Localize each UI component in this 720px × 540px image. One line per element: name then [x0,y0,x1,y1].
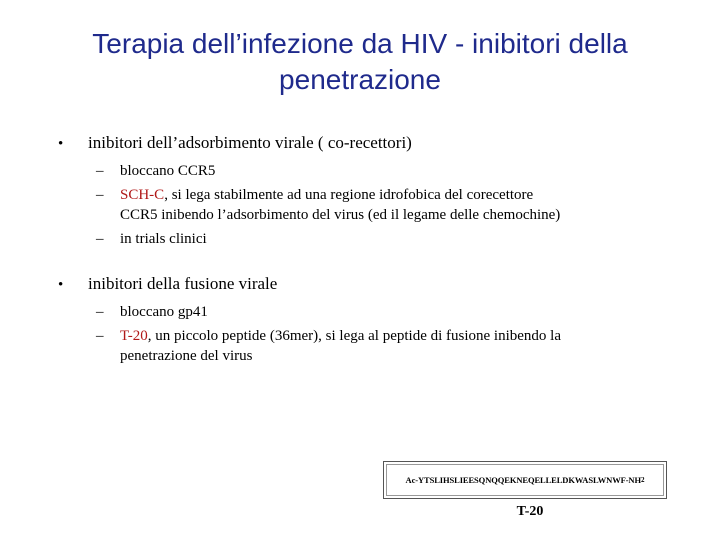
sub-item-text-continuation: CCR5 inibendo l’adsorbimento del virus (ed il legame delle chemochine) [120,207,561,223]
sub-list [58,161,698,249]
sub-item [96,161,698,181]
drug-name-highlight: T-20 [120,328,148,344]
dash-icon: – [96,187,104,203]
peptide-sequence-box [383,461,667,499]
sub-item-text: in trials clinici [120,231,207,247]
dash-icon: – [96,231,104,247]
bullet-heading: inibitori della fusione virale [88,274,278,293]
slide-title-line-2: penetrazione [279,64,441,95]
peptide-sequence-subscript: 2 [640,476,645,484]
section-fusion-inhibitors [58,273,698,366]
dash-icon: – [96,163,104,179]
dash-icon: – [96,304,104,320]
slide-title-line-1: Terapia dell’infezione da HIV - inibitori della [92,28,628,59]
sub-item-text-rest: , si lega stabilmente ad una regione idrofobica del corecettore [164,187,534,203]
sub-item-text [120,326,561,366]
peptide-sequence: Ac-YTSLIHSLIEESQNQQEKNEQELLELDKWASLWNWF-NH [405,475,641,485]
bullet-dot-icon: • [58,277,64,293]
slide-title [20,26,700,98]
sub-item [96,229,698,249]
dash-icon: – [96,328,104,344]
bullet-adsorption-inhibitors [58,132,698,155]
sub-item [96,302,698,322]
sub-item [96,185,698,225]
sub-item [96,326,698,366]
bullet-fusion-inhibitors [58,273,698,296]
sub-item-text [120,185,560,225]
slide-content [58,132,698,370]
peptide-label: T-20 [516,504,544,519]
sub-list [58,302,698,366]
bullet-dot-icon: • [58,136,64,152]
sub-item-text-rest: , un piccolo peptide (36mer), si lega al peptide di fusione inibendo la [147,328,561,344]
section-adsorption-inhibitors [58,132,698,249]
sub-item-text: bloccano gp41 [120,304,208,320]
sub-item-text-continuation: penetrazione del virus [120,348,253,364]
bullet-heading: inibitori dell’adsorbimento virale ( co-recettori) [88,133,412,152]
drug-name-highlight: SCH-C [120,187,165,203]
sub-item-text: bloccano CCR5 [120,163,216,179]
